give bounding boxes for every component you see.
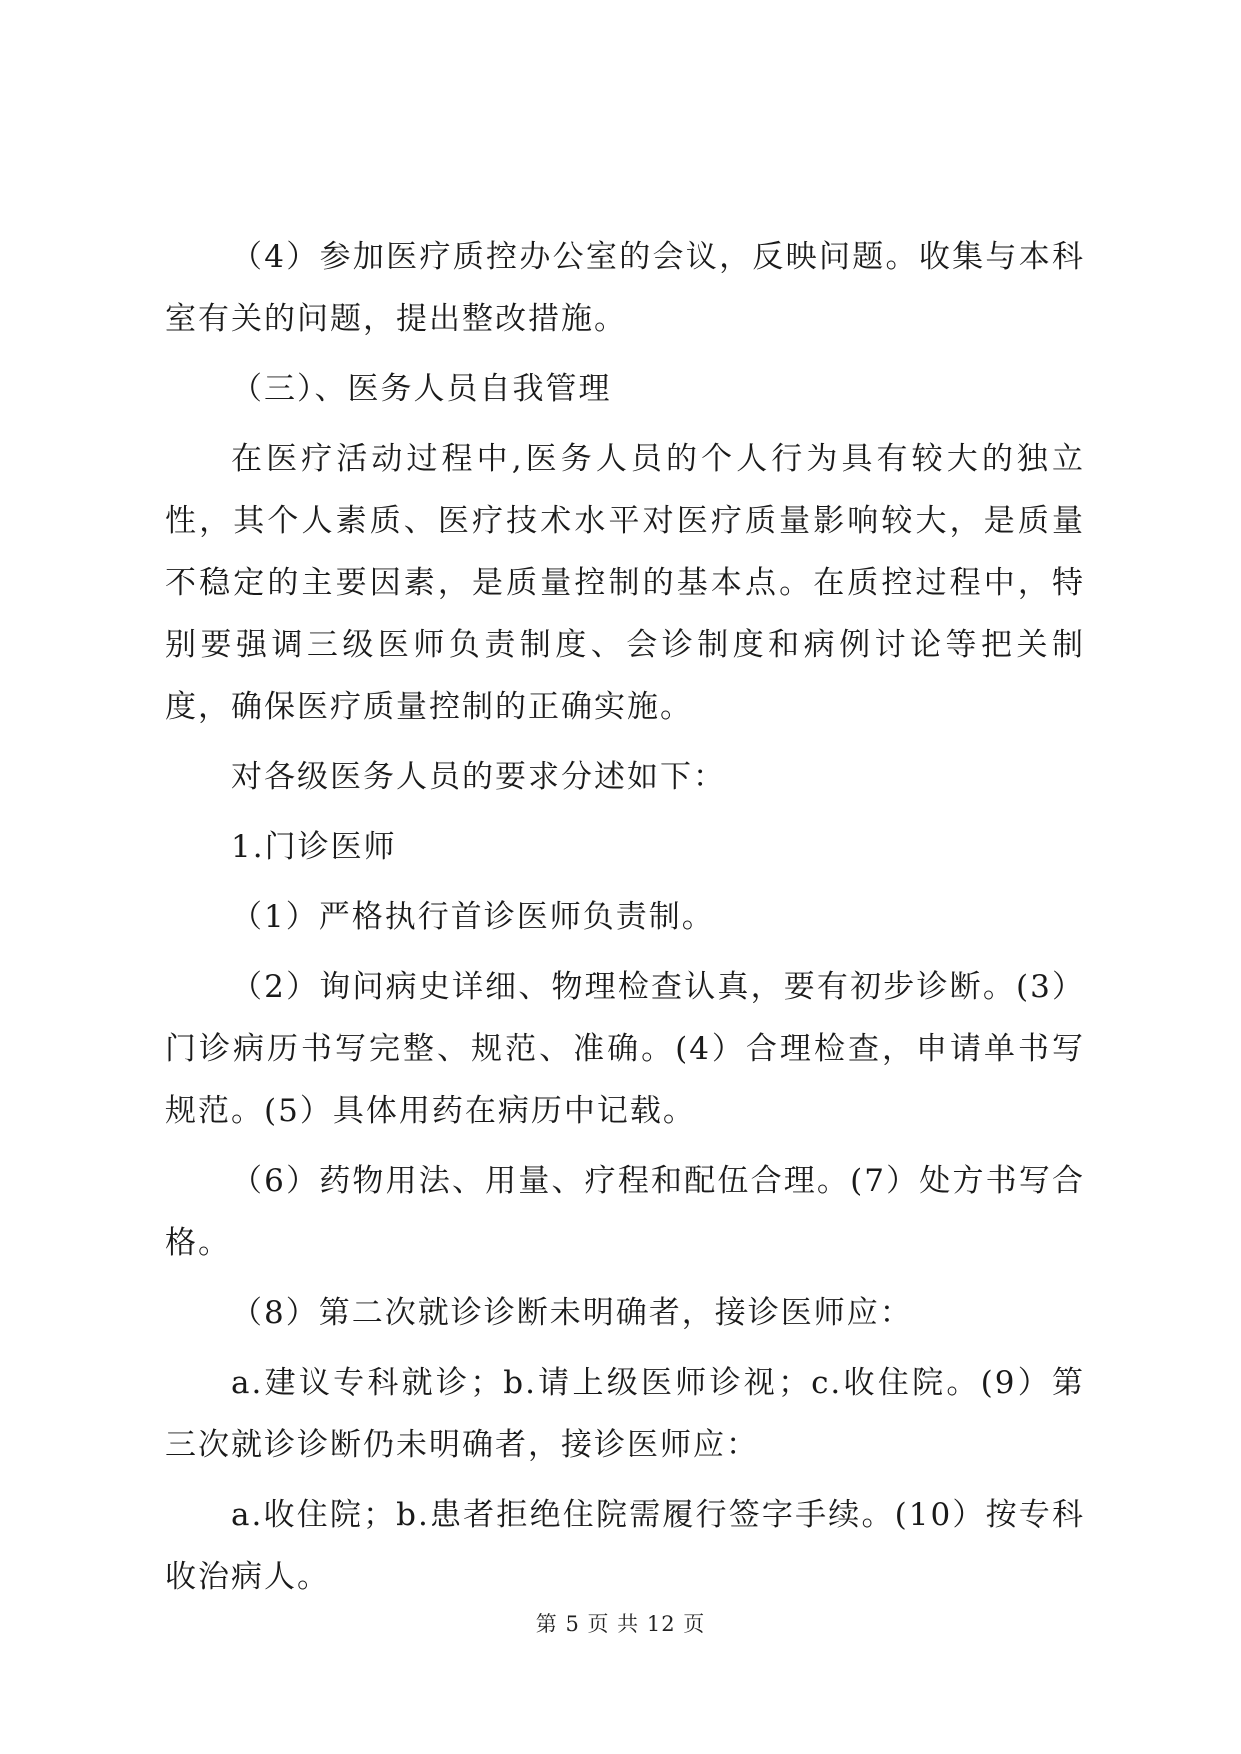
- paragraph-item-8: （8）第二次就诊诊断未明确者，接诊医师应：: [231, 1295, 913, 1331]
- paragraph-item-4-meeting: （4）参加医疗质控办公室的会议，反映问题。收集与本科室有关的问题，提出整改措施。: [165, 239, 1085, 337]
- subheading-outpatient-physician: 1.门诊医师: [231, 829, 397, 865]
- paragraph-items-2-5: （2）询问病史详细、物理检查认真，要有初步诊断。(3）门诊病历书写完整、规范、准确。(4）合理检查，申请单书写规范。(5）具体用药在病历中记载。: [165, 969, 1085, 1129]
- paragraph-item-9-10-options: a.收住院；b.患者拒绝住院需履行签字手续。(10）按专科收治病人。: [165, 1497, 1085, 1595]
- paragraph-item-1: （1）严格执行首诊医师负责制。: [231, 899, 715, 935]
- section-heading-self-management: （三）、医务人员自我管理: [231, 371, 612, 407]
- paragraph-items-6-7: （6）药物用法、用量、疗程和配伍合理。(7）处方书写合格。: [165, 1163, 1085, 1261]
- paragraph-item-8-9-options: a.建议专科就诊；b.请上级医师诊视；c.收住院。(9）第三次就诊诊断仍未明确者，接诊医师应：: [165, 1365, 1085, 1463]
- page-number-footer: 第 5 页 共 12 页: [535, 1612, 706, 1636]
- paragraph-self-management: 在医疗活动过程中,医务人员的个人行为具有较大的独立性，其个人素质、医疗技术水平对医疗质量影响较大，是质量不稳定的主要因素，是质量控制的基本点。在质控过程中，特别要强调三级医师负责制度、会诊制度和病例讨论等把关制度，确保医疗质量控制的正确实施。: [165, 441, 1085, 725]
- document-body: [165, 226, 1085, 1608]
- paragraph-requirements-intro: 对各级医务人员的要求分述如下：: [231, 759, 726, 795]
